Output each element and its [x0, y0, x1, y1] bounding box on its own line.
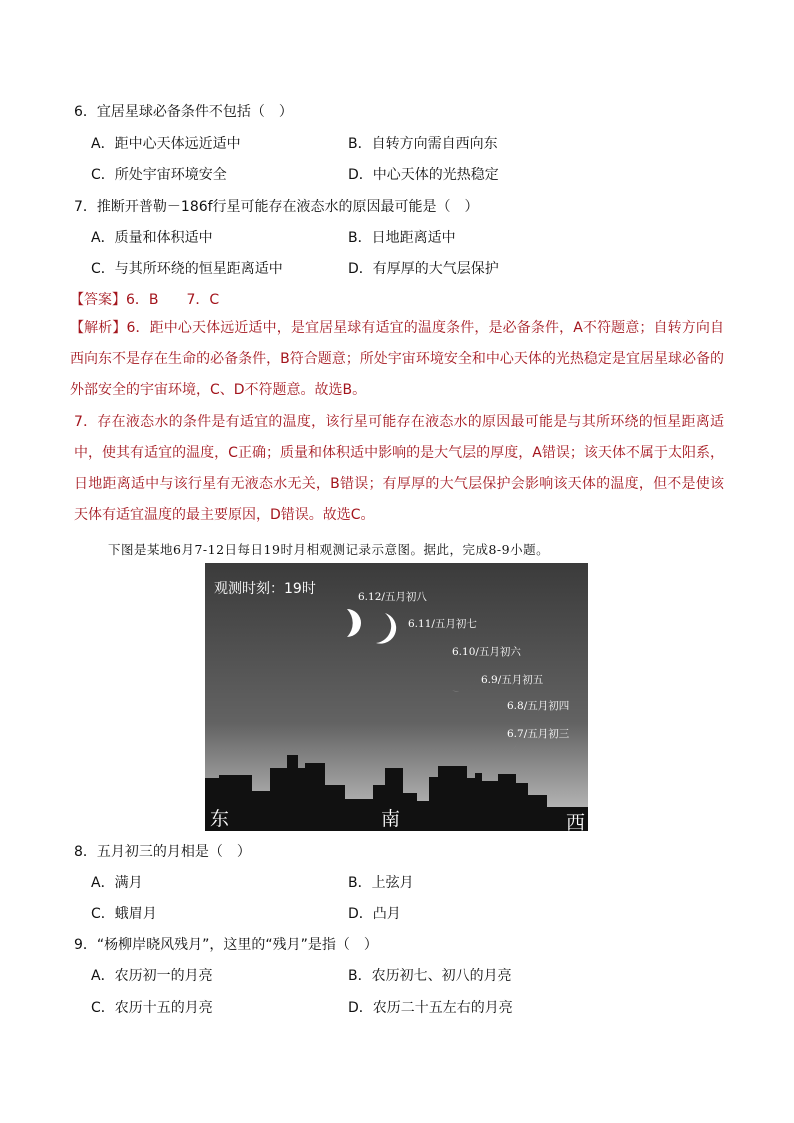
- direction-east: 东: [210, 808, 230, 830]
- q8-option-d: D．凸月: [348, 906, 401, 922]
- q6-option-b: B．自转方向需自西向东: [348, 136, 498, 152]
- answer-line: [70, 289, 219, 309]
- moon-label-6-9: 6.9/五月初五: [481, 674, 544, 686]
- moon-label-6-12: 6.12/五月初八: [358, 591, 427, 603]
- q6-option-c: C．所处宇宙环境安全: [91, 167, 227, 183]
- q7-option-a: A．质量和体积适中: [91, 230, 213, 246]
- q9-option-b: B．农历初七、初八的月亮: [348, 968, 512, 984]
- q7-stem: 7．推断开普勒－186f行星可能存在液态水的原因最可能是（ ）: [74, 199, 479, 215]
- q6-option-a: A．距中心天体远近适中: [91, 136, 241, 152]
- time-label: 观测时刻：19时: [214, 581, 316, 597]
- answer-text: 6．B 7．C: [126, 292, 220, 308]
- moon-label-6-10: 6.10/五月初六: [452, 646, 521, 658]
- moon-label-6-7: 6.7/五月初三: [507, 728, 570, 740]
- moon-phase-diagram: [205, 563, 588, 831]
- q7-option-c: C．与其所环绕的恒星距离适中: [91, 261, 283, 277]
- q8-option-c: C．蛾眉月: [91, 906, 157, 922]
- analysis-p1: [70, 313, 724, 406]
- q9-stem: 9．“杨柳岸晓风残月”，这里的“残月”是指（ ）: [74, 937, 378, 953]
- figure-intro: 下图是某地6月7-12日每日19时月相观测记录示意图。据此，完成8-9小题。: [108, 542, 550, 557]
- q8-stem: 8．五月初三的月相是（ ）: [74, 844, 251, 860]
- q6-option-d: D．中心天体的光热稳定: [348, 167, 499, 183]
- direction-west: 西: [566, 812, 586, 831]
- moon-label-6-11: 6.11/五月初七: [408, 618, 477, 630]
- q7-option-b: B．日地距离适中: [348, 230, 456, 246]
- moon-phase-figure: [205, 563, 588, 831]
- analysis-p2: 7．存在液态水的条件是有适宜的温度，该行星可能存在液态水的原因最可能是与其所环绕的恒星距离适中，使其有适宜的温度，C正确；质量和体积适中影响的是大气层的厚度，A错误；该天体不属于太阳系，日地距离适中与该行星有无液态水无关，B错误；有厚厚的大气层保护会影响该天体的温度，但不是使该天体有适宜温度的最主要原因，D错误。故选C。: [74, 414, 724, 523]
- direction-south: 南: [381, 808, 401, 830]
- q9-option-d: D．农历二十五左右的月亮: [348, 1000, 513, 1016]
- moon-label-6-8: 6.8/五月初四: [507, 700, 570, 712]
- q7-option-d: D．有厚厚的大气层保护: [348, 261, 499, 277]
- q6-stem: 6．宜居星球必备条件不包括（ ）: [74, 104, 293, 120]
- q9-option-a: A．农历初一的月亮: [91, 968, 213, 984]
- q8-option-b: B．上弦月: [348, 875, 414, 891]
- q9-option-c: C．农历十五的月亮: [91, 1000, 213, 1016]
- analysis-p1-text: 6．距中心天体远近适中，是宜居星球有适宜的温度条件，是必备条件，A不符题意；自转方向自西向东不是存在生命的必备条件，B符合题意；所处宇宙环境安全和中心天体的光热稳定是宜居星球必备的外部安全的宇宙环境，C、D不符题意。故选B。: [70, 320, 725, 398]
- q8-option-a: A．满月: [91, 875, 143, 891]
- answer-label: 【答案】: [70, 292, 126, 308]
- analysis-label: 【解析】: [70, 320, 127, 336]
